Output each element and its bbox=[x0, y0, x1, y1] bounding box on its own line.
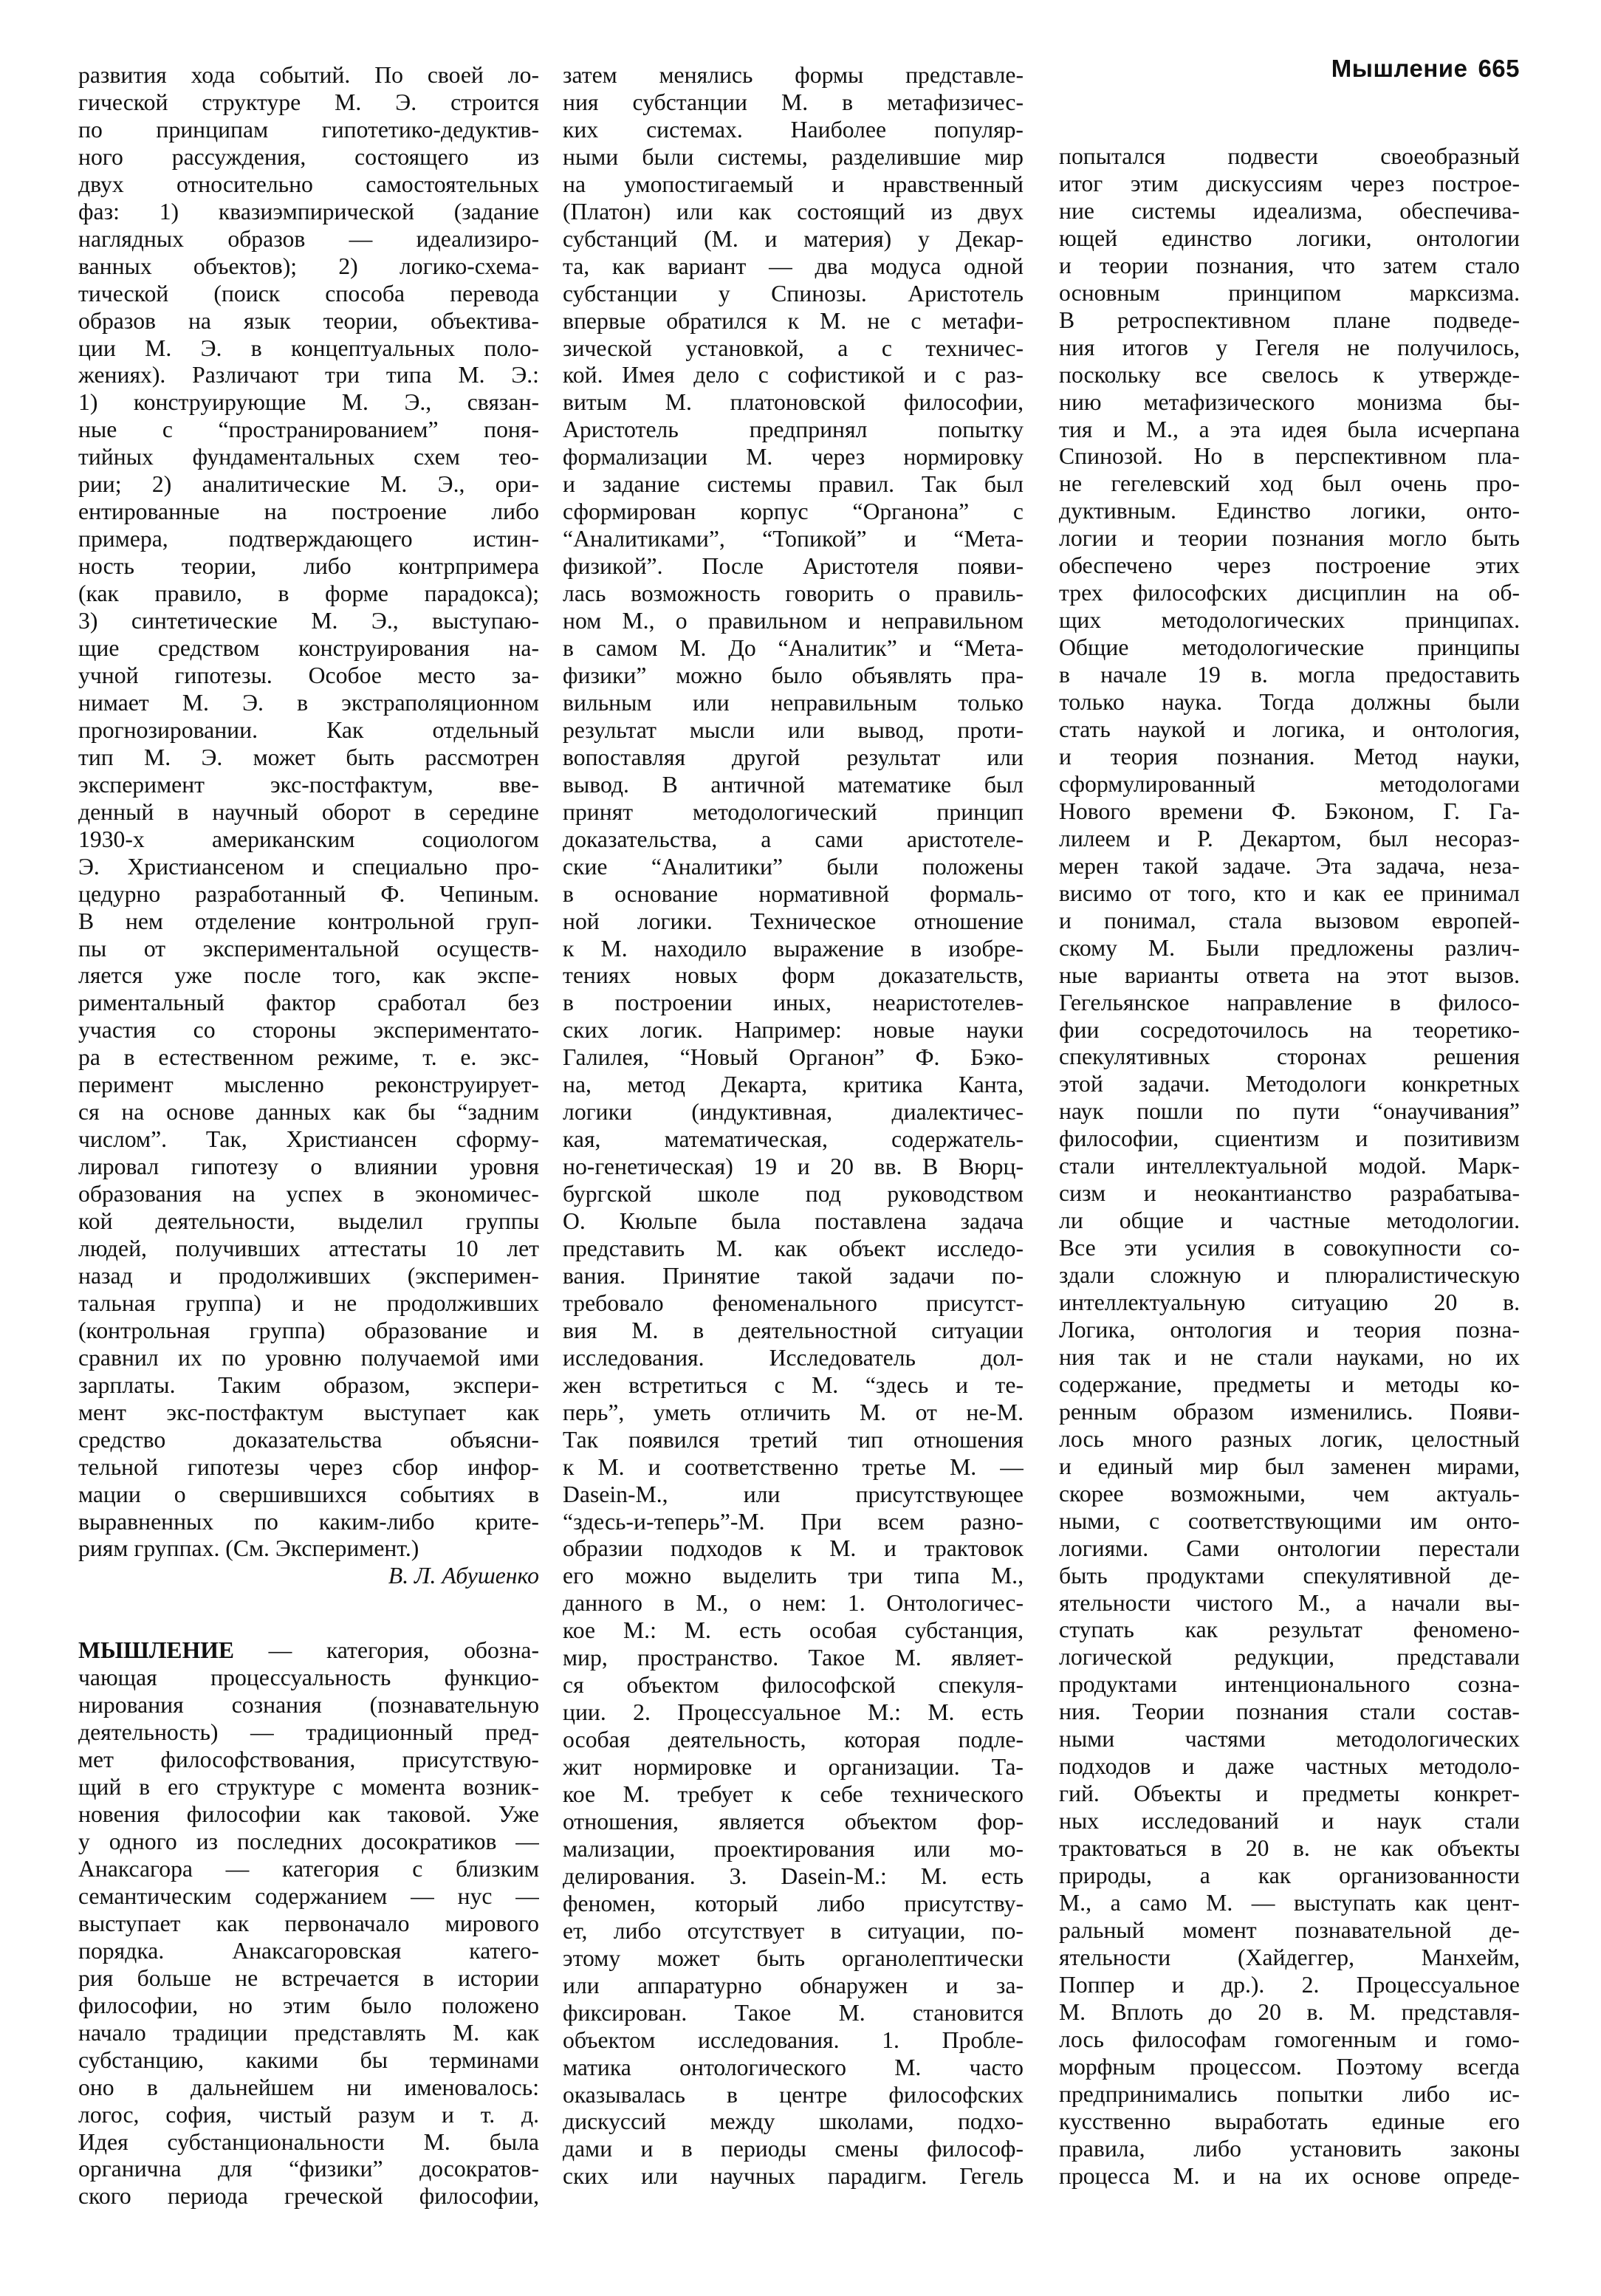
text-line: Гегельянское направление в филосо- bbox=[1059, 989, 1520, 1015]
text-line: физики” можно было объявлять пра- bbox=[563, 662, 1024, 688]
text-line: логики (индуктивная, диалектичес- bbox=[563, 1099, 1024, 1125]
text-line: жит нормировке и организации. Та- bbox=[563, 1754, 1024, 1781]
text-line: представить М. как объект исследо- bbox=[563, 1235, 1024, 1261]
text-line: лось философам гомогенным и гомо- bbox=[1059, 2026, 1520, 2052]
entry-text: — категория, обозна- bbox=[234, 1637, 539, 1664]
text-line: образования на успех в экономичес- bbox=[78, 1181, 539, 1207]
text-line: “здесь-и-теперь”-М. При всем разно- bbox=[563, 1508, 1024, 1535]
text-line: мализации, проектирования или мо- bbox=[563, 1835, 1024, 1862]
text-line: дуктивным. Единство логики, онто- bbox=[1059, 498, 1520, 524]
text-line: ляется уже после того, как экспе- bbox=[78, 962, 539, 989]
text-line: 1) конструирующие М. Э., связан- bbox=[78, 389, 539, 416]
text-line: философии, сциентизм и позитивизм bbox=[1059, 1125, 1520, 1152]
text-line: ния. Теории познания стали состав- bbox=[1059, 1699, 1520, 1725]
text-line: мерен такой задаче. Эта задача, неза- bbox=[1059, 852, 1520, 879]
text-line: предпринимались попытки либо ис- bbox=[1059, 2080, 1520, 2107]
text-line: Все эти усилия в совокупности со- bbox=[1059, 1235, 1520, 1261]
text-line: продуктами интенционального созна- bbox=[1059, 1671, 1520, 1698]
text-line: лировал гипотезу о влиянии уровня bbox=[78, 1154, 539, 1180]
text-line: сформулированный методологами bbox=[1059, 770, 1520, 797]
text-line: содержание, предметы и методы ко- bbox=[1059, 1371, 1520, 1397]
text-line: его можно выделить три типа М., bbox=[563, 1563, 1024, 1589]
text-line: вопоставляя другой результат или bbox=[563, 744, 1024, 770]
text-line: “Аналитиками”, “Топикой” и “Мета- bbox=[563, 526, 1024, 552]
text-line: семантическим содержанием — нус — bbox=[78, 1882, 539, 1909]
text-line: мации о свершившихся событиях в bbox=[78, 1481, 539, 1507]
text-line: логии и теории познания могло быть bbox=[1059, 525, 1520, 552]
text-line: ского периода греческой философии, bbox=[78, 2183, 539, 2210]
text-line: кая, математическая, содержатель- bbox=[563, 1126, 1024, 1153]
text-line: по принципам гипотетико-дедуктив- bbox=[78, 116, 539, 143]
text-line: только наука. Тогда должны были bbox=[1059, 689, 1520, 716]
text-line: матика онтологического М. часто bbox=[563, 2054, 1024, 2080]
text-line: числом”. Так, Христиансен сформу- bbox=[78, 1126, 539, 1153]
text-line: наглядных образов — идеализиро- bbox=[78, 225, 539, 252]
text-line: стать наукой и логика, и онтология, bbox=[1059, 716, 1520, 743]
text-line: стали интеллектуальной модой. Марк- bbox=[1059, 1153, 1520, 1179]
text-line: М., а само М. — выступать как цент- bbox=[1059, 1890, 1520, 1916]
text-line: философии, но этим было положено bbox=[78, 1992, 539, 2018]
text-line: ких системах. Наиболее популяр- bbox=[563, 116, 1024, 143]
text-line: эксперимент экс-постфактум, вве- bbox=[78, 771, 539, 798]
text-line: этой задачи. Методологи конкретных bbox=[1059, 1071, 1520, 1097]
text-line: ет, либо отсутствует в ситуации, по- bbox=[563, 1917, 1024, 1944]
text-line: пы от экспериментальной осуществ- bbox=[78, 935, 539, 962]
text-line: тия и М., а эта идея была исчерпана bbox=[1059, 416, 1520, 442]
text-line: тениях новых форм доказательств, bbox=[563, 962, 1024, 989]
text-line: щие средством конструирования на- bbox=[78, 635, 539, 662]
text-line: процесса М. и на их основе опреде- bbox=[1059, 2162, 1520, 2189]
text-line: ся на основе данных как бы “задним bbox=[78, 1099, 539, 1125]
text-line: ральный момент познавательной де- bbox=[1059, 1916, 1520, 1943]
text-line: к М. и соответственно третье М. — bbox=[563, 1453, 1024, 1480]
text-line: ятельности (Хайдеггер, Манхейм, bbox=[1059, 1944, 1520, 1970]
text-line: ся объектом философской спекуля- bbox=[563, 1672, 1024, 1699]
text-line: назад и продолживших (эксперимен- bbox=[78, 1262, 539, 1289]
text-line: основным принципом марксизма. bbox=[1059, 279, 1520, 306]
text-line: В ретроспективном плане подведе- bbox=[1059, 306, 1520, 333]
text-line: итог этим дискуссиям через построе- bbox=[1059, 170, 1520, 196]
text-line: учной гипотезы. Особое место за- bbox=[78, 662, 539, 688]
text-line: затем менялись формы представле- bbox=[563, 62, 1024, 88]
text-line: физикой”. После Аристотеля появи- bbox=[563, 553, 1024, 580]
text-line: на, метод Декарта, критика Канта, bbox=[563, 1072, 1024, 1098]
text-line: В нем отделение контрольной груп- bbox=[78, 908, 539, 934]
text-line: скорее возможными, чем актуаль- bbox=[1059, 1480, 1520, 1507]
text-line: выступает как первоначало мирового bbox=[78, 1910, 539, 1936]
running-header bbox=[1331, 55, 1520, 83]
text-line: образов на язык теории, объективa- bbox=[78, 307, 539, 334]
text-line: вильным или неправильным только bbox=[563, 689, 1024, 716]
text-line: особая деятельность, которая подле- bbox=[563, 1727, 1024, 1753]
text-line: природы, а как организованности bbox=[1059, 1862, 1520, 1889]
text-line: здали сложную и плюралистическую bbox=[1059, 1262, 1520, 1289]
text-line: перь”, уметь отличить М. от не-М. bbox=[563, 1399, 1024, 1425]
text-line: ность теории, либо контрпримера bbox=[78, 553, 539, 580]
column-2 bbox=[563, 62, 1024, 2190]
text-line: объектом исследования. 1. Пробле- bbox=[563, 2026, 1024, 2053]
text-line: Нового времени Ф. Бэконом, Г. Га- bbox=[1059, 798, 1520, 824]
text-line: тип М. Э. может быть рассмотрен bbox=[78, 744, 539, 770]
text-line: начало традиции представлять М. как bbox=[78, 2019, 539, 2046]
text-line: в самом М. До “Аналитик” и “Мета- bbox=[563, 635, 1024, 662]
text-line: щих методологических принципах. bbox=[1059, 607, 1520, 634]
text-line: Э. Христиансеном и специально про- bbox=[78, 853, 539, 880]
text-line: лась возможность говорить о правиль- bbox=[563, 580, 1024, 607]
text-line: результат мысли или вывод, проти- bbox=[563, 716, 1024, 743]
text-line: ятельности чистого М., а начали вы- bbox=[1059, 1589, 1520, 1616]
text-line: сформирован корпус “Органона” с bbox=[563, 498, 1024, 525]
text-line: мир, пространство. Такое М. являет- bbox=[563, 1645, 1024, 1671]
text-line: фиксирован. Такое М. становится bbox=[563, 1999, 1024, 2026]
text-line: феномен, который либо присутству- bbox=[563, 1890, 1024, 1916]
text-line: исследования. Исследователь дол- bbox=[563, 1344, 1024, 1371]
text-line: сизм и неокантианство разрабатыва- bbox=[1059, 1180, 1520, 1207]
text-line: субстанции у Спинозы. Аристотель bbox=[563, 280, 1024, 306]
text-line: бургской школе под руководством bbox=[563, 1181, 1024, 1207]
text-line: на умопостигаемый и нравственный bbox=[563, 171, 1024, 197]
text-line: трактоваться в 20 в. не как объекты bbox=[1059, 1835, 1520, 1862]
text-line: ступать как результат феномено- bbox=[1059, 1617, 1520, 1643]
text-line: данного в М., о нем: 1. Онтологичес- bbox=[563, 1590, 1024, 1617]
author-signature: В. Л. Абушенко bbox=[388, 1563, 539, 1589]
text-line: зической установкой, а с техничес- bbox=[563, 335, 1024, 361]
text-line: Так появился третий тип отношения bbox=[563, 1426, 1024, 1453]
text-line: цедурно разработанный Ф. Чепиным. bbox=[78, 880, 539, 907]
text-line: витым М. платоновской философии, bbox=[563, 389, 1024, 416]
text-line: прогнозировании. Как отдельный bbox=[78, 716, 539, 743]
text-line: субстанций (М. и материя) у Декар- bbox=[563, 225, 1024, 252]
text-line: и понимал, стала вызовом европей- bbox=[1059, 907, 1520, 933]
entry-gap bbox=[78, 1590, 539, 1637]
text-line: нию метафизического монизма бы- bbox=[1059, 388, 1520, 415]
text-line: тальная группа) и не продолживших bbox=[78, 1289, 539, 1316]
text-line: риям группах. (См. Эксперимент.) bbox=[78, 1535, 419, 1562]
text-line: средство доказательства объясни- bbox=[78, 1426, 539, 1453]
text-line: зарплаты. Таким образом, экспери- bbox=[78, 1371, 539, 1398]
text-line: морфным процессом. Поэтому всегда bbox=[1059, 2053, 1520, 2080]
text-line: ванных объектов); 2) логико-схема- bbox=[78, 253, 539, 279]
text-line: вия М. в деятельностной ситуации bbox=[563, 1317, 1024, 1343]
text-line: Логика, онтология и теория позна- bbox=[1059, 1316, 1520, 1343]
text-line: ния так и не стали науками, но их bbox=[1059, 1343, 1520, 1370]
text-line: ного рассуждения, состоящего из bbox=[78, 143, 539, 170]
text-line: спекулятивных сторонах решения bbox=[1059, 1044, 1520, 1070]
text-line: риментальный фактор сработал без bbox=[78, 990, 539, 1016]
column-1 bbox=[78, 62, 539, 2210]
text-line: М. Вплоть до 20 в. М. представля- bbox=[1059, 1998, 1520, 2025]
text-line: ными были системы, разделившие мир bbox=[563, 143, 1024, 170]
text-line: дискуссий между школами, подхо- bbox=[563, 2108, 1024, 2135]
text-line: ли общие и частные методологии. bbox=[1059, 1207, 1520, 1234]
text-line: жениях). Различают три типа М. Э.: bbox=[78, 362, 539, 388]
text-line: ции. 2. Процессуальное М.: М. есть bbox=[563, 1699, 1024, 1726]
text-line: фаз: 1) квазиэмпирической (задание bbox=[78, 198, 539, 225]
text-line: и теории познания, что затем стало bbox=[1059, 252, 1520, 278]
text-line: Спинозой. Но в перспективном пла- bbox=[1059, 443, 1520, 470]
text-line: ными, с соответствующими им онто- bbox=[1059, 1507, 1520, 1534]
text-line: жен встретиться с М. “здесь и те- bbox=[563, 1371, 1024, 1398]
text-line: скому М. Были предложены различ- bbox=[1059, 934, 1520, 961]
text-line: ра в естественном режиме, т. е. экс- bbox=[78, 1044, 539, 1071]
text-line: попытался подвести своеобразный bbox=[1059, 143, 1520, 169]
text-line: ции М. Э. в концептуальных поло- bbox=[78, 335, 539, 361]
text-line: правила, либо установить законы bbox=[1059, 2135, 1520, 2162]
text-line: ентированные на построение либо bbox=[78, 498, 539, 525]
text-line: образии подходов к М. и трактовок bbox=[563, 1535, 1024, 1562]
text-line: доказательства, а сами аристотеле- bbox=[563, 826, 1024, 852]
text-line: О. Кюльпе была поставлена задача bbox=[563, 1208, 1024, 1235]
text-line: мет философствования, присутствую- bbox=[78, 1747, 539, 1773]
text-line: логической редукции, представали bbox=[1059, 1644, 1520, 1670]
text-line: Галилея, “Новый Органон” Ф. Бэко- bbox=[563, 1044, 1024, 1071]
text-line: Анаксагора — категория с близким bbox=[78, 1856, 539, 1882]
text-line: новения философии как таковой. Уже bbox=[78, 1801, 539, 1828]
text-line: дами и в периоды смены философ- bbox=[563, 2136, 1024, 2162]
text-line: ными частями методологических bbox=[1059, 1726, 1520, 1752]
text-line: кой деятельности, выделил группы bbox=[78, 1208, 539, 1235]
text-line: нимает М. Э. в экстраполяционном bbox=[78, 689, 539, 716]
text-line: вания. Принятие такой задачи по- bbox=[563, 1262, 1024, 1289]
text-line: денный в научный оборот в середине bbox=[78, 798, 539, 825]
text-line: 3) синтетические М. Э., выступаю- bbox=[78, 608, 539, 634]
text-line: в основание нормативной формаль- bbox=[563, 880, 1024, 907]
page-number: 665 bbox=[1478, 55, 1520, 82]
text-line: наук пошли по пути “онаучивания” bbox=[1059, 1098, 1520, 1125]
text-line: лилеем и Р. Декартом, был несораз- bbox=[1059, 825, 1520, 851]
text-line: ренным образом изменились. Появи- bbox=[1059, 1398, 1520, 1425]
text-line: ских логик. Например: новые науки bbox=[563, 1017, 1024, 1044]
text-line: (Платон) или как состоящий из двух bbox=[563, 198, 1024, 225]
text-line: нирования сознания (познавательную bbox=[78, 1692, 539, 1718]
text-line: оказывалась в центре философских bbox=[563, 2081, 1024, 2108]
text-line: фии сосредоточилось на теоретико- bbox=[1059, 1016, 1520, 1043]
text-line: интеллектуальную ситуацию 20 в. bbox=[1059, 1289, 1520, 1316]
text-line: деятельность) — традиционный пред- bbox=[78, 1719, 539, 1746]
text-line: гической структуре М. Э. строится bbox=[78, 89, 539, 115]
text-line: ных исследований и наук стали bbox=[1059, 1808, 1520, 1834]
text-line: кое М.: М. есть особая субстанция, bbox=[563, 1617, 1024, 1644]
text-line: и задание системы правил. Так был bbox=[563, 471, 1024, 498]
text-line: ния итогов у Гегеля не получилось, bbox=[1059, 334, 1520, 360]
text-line: висимо от того, кто и как ее принимал bbox=[1059, 880, 1520, 906]
text-line: ние системы идеализма, обеспечива- bbox=[1059, 197, 1520, 224]
text-line: та, как вариант — два модуса одной bbox=[563, 253, 1024, 279]
text-line: двух относительно самостоятельных bbox=[78, 171, 539, 197]
text-line: формализации М. через нормировку bbox=[563, 444, 1024, 470]
text-line: этому может быть органолептически bbox=[563, 1944, 1024, 1971]
text-line: но-генетическая) 19 и 20 вв. В Вюрц- bbox=[563, 1154, 1024, 1180]
text-line: кусственно выработать единые его bbox=[1059, 2108, 1520, 2134]
text-line: и теория познания. Метод науки, bbox=[1059, 743, 1520, 770]
text-line: (как правило, в форме парадокса); bbox=[78, 580, 539, 607]
text-line: чающая процессуальность функцио- bbox=[78, 1665, 539, 1691]
text-line: логос, софия, чистый разум и т. д. bbox=[78, 2101, 539, 2128]
text-line: выравненных по каким-либо крите- bbox=[78, 1508, 539, 1535]
text-line: ских или научных парадигм. Гегель bbox=[563, 2163, 1024, 2190]
text-line: вывод. В античной математике был bbox=[563, 771, 1024, 798]
text-line: оно в дальнейшем ни именовалось: bbox=[78, 2074, 539, 2100]
text-line: лось много разных логик, целостный bbox=[1059, 1425, 1520, 1452]
text-line: органична для “физики” досократов- bbox=[78, 2156, 539, 2182]
text-line: ния субстанции М. в метафизичес- bbox=[563, 89, 1024, 115]
text-line: ные с “пространированием” поня- bbox=[78, 417, 539, 443]
text-line: Поппер и др.). 2. Процессуальное bbox=[1059, 1971, 1520, 1998]
text-line: тийных фундаментальных схем тео- bbox=[78, 444, 539, 470]
text-line: Аристотель предпринял попытку bbox=[563, 417, 1024, 443]
text-line: логиями. Сами онтологии перестали bbox=[1059, 1535, 1520, 1561]
text-line: к М. находило выражение в изобре- bbox=[563, 935, 1024, 962]
text-line: трех философских дисциплин на об- bbox=[1059, 580, 1520, 606]
text-line: людей, получивших аттестаты 10 лет bbox=[78, 1235, 539, 1261]
text-line: ские “Аналитики” были положены bbox=[563, 853, 1024, 880]
text-line: Идея субстанциональности М. была bbox=[78, 2128, 539, 2155]
text-line: впервые обратился к М. не с метафи- bbox=[563, 307, 1024, 334]
text-line: 1930-х американским социологом bbox=[78, 826, 539, 852]
text-line: кой. Имея дело с софистикой и с раз- bbox=[563, 362, 1024, 388]
text-line: обеспечено через построение этих bbox=[1059, 552, 1520, 579]
text-line: сравнил их по уровню получаемой ими bbox=[78, 1344, 539, 1371]
text-line: делирования. 3. Dasein-М.: М. есть bbox=[563, 1862, 1024, 1889]
text-line: требовало феноменального присутст- bbox=[563, 1289, 1024, 1316]
column-3 bbox=[1059, 143, 1520, 2190]
text-line: тельной гипотезы через сбор инфор- bbox=[78, 1453, 539, 1480]
text-line: кое М. требует к себе технического bbox=[563, 1781, 1024, 1808]
text-line: рия больше не встречается в истории bbox=[78, 1964, 539, 1991]
text-line: быть продуктами спекулятивной де- bbox=[1059, 1562, 1520, 1589]
text-line: примера, подтверждающего истин- bbox=[78, 526, 539, 552]
text-line: принят методологический принцип bbox=[563, 798, 1024, 825]
text-line: в построении иных, неаристотелев- bbox=[563, 990, 1024, 1016]
text-line: или аппаратурно обнаружен и за- bbox=[563, 1972, 1024, 1998]
text-line: подходов и даже частных методоло- bbox=[1059, 1753, 1520, 1780]
text-line: отношения, является объектом фор- bbox=[563, 1809, 1024, 1834]
text-line: ющей единство логики, онтологии bbox=[1059, 225, 1520, 251]
text-line: Общие методологические принципы bbox=[1059, 634, 1520, 661]
text-line: субстанцию, какими бы терминами bbox=[78, 2046, 539, 2073]
entry-headword: МЫШЛЕНИЕ bbox=[78, 1637, 234, 1664]
text-line: развития хода событий. По своей ло- bbox=[78, 62, 539, 88]
text-line: мент экс-постфактум выступает как bbox=[78, 1399, 539, 1425]
text-line: участия со стороны экспериментато- bbox=[78, 1017, 539, 1044]
text-line: порядка. Анаксагоровская катего- bbox=[78, 1937, 539, 1964]
text-line: Dasein-М., или присутствующее bbox=[563, 1481, 1024, 1507]
text-line: щий в его структуре с момента возник- bbox=[78, 1774, 539, 1800]
text-line: (контрольная группа) образование и bbox=[78, 1317, 539, 1343]
text-line: поскольку все свелось к утвержде- bbox=[1059, 361, 1520, 388]
text-line: и единый мир был заменен мирами, bbox=[1059, 1453, 1520, 1479]
text-line: не гегелевский ход был очень про- bbox=[1059, 470, 1520, 497]
text-line: перимент мысленно реконструирует- bbox=[78, 1072, 539, 1098]
text-line: ном М., о правильном и неправильном bbox=[563, 608, 1024, 634]
text-line: в начале 19 в. могла предоставить bbox=[1059, 662, 1520, 688]
text-line: у одного из последних досократиков — bbox=[78, 1829, 539, 1855]
text-line: ной логики. Техническое отношение bbox=[563, 908, 1024, 934]
text-line: тической (поиск способа перевода bbox=[78, 280, 539, 306]
entry-first-line bbox=[78, 1637, 539, 1665]
section-title: Мышление bbox=[1331, 55, 1468, 82]
text-line: рии; 2) аналитические М. Э., ори- bbox=[78, 471, 539, 498]
text-line: ные варианты ответа на этот вызов. bbox=[1059, 962, 1520, 988]
text-line: гий. Объекты и предметы конкрет- bbox=[1059, 1781, 1520, 1807]
